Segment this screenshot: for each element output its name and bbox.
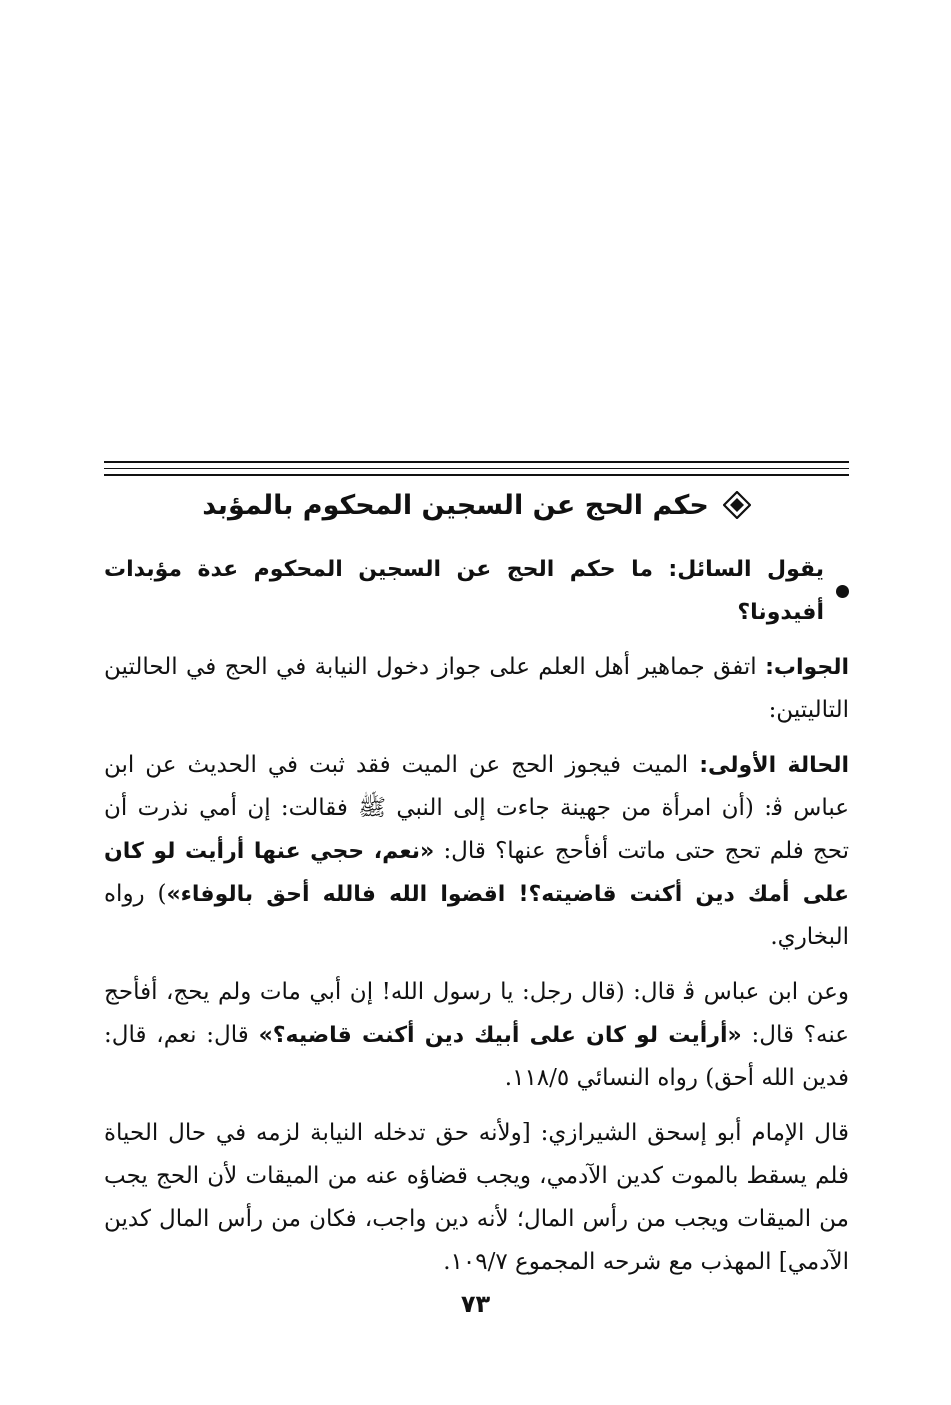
shirazi-paragraph bbox=[104, 1112, 849, 1284]
section-title bbox=[104, 480, 849, 530]
article-body bbox=[104, 548, 849, 1296]
header-rule-top bbox=[104, 461, 849, 463]
shirazi-text: قال الإمام أبو إسحق الشيرازي: [ولأنه حق تدخله النيابة لزمه في حال الحياة فلم يسقط بالموت كدين الآدمي، ويجب قضاؤه عنه من الميقات لأن الحج يجب من الميقات ويجب من رأس المال؛ لأنه دين واجب، فكان من رأس المال كدين الآدمي] المهذب مع شرحه المجموع ١٠٩/٧. bbox=[104, 1120, 849, 1275]
answer-label: الجواب: bbox=[765, 655, 849, 680]
answer-paragraph bbox=[104, 646, 849, 732]
question-label: يقول السائل: bbox=[668, 557, 824, 582]
case-one-text: الميت فيجوز الحج عن الميت فقد ثبت في الحديث عن ابن عباس ﭬ: (أن امرأة من جهينة جاءت إلى النبي ﷺ فقالت: إن أمي نذرت أن تحج فلم تحج حتى ماتت أفأحج عنها؟ قال: bbox=[104, 752, 850, 864]
question-body: ما حكم الحج عن السجين المحكوم عدة مؤبدات أفيدونا؟ bbox=[104, 557, 824, 625]
diamond-bullet-icon bbox=[723, 491, 751, 519]
header-rule-bottom bbox=[104, 474, 849, 476]
case-one-source: ) رواه البخاري. bbox=[104, 881, 849, 950]
hadith-two-paragraph bbox=[104, 971, 849, 1100]
question-line bbox=[104, 548, 849, 634]
case-one-label: الحالة الأولى: bbox=[699, 753, 850, 778]
header-rule-middle bbox=[104, 468, 849, 469]
bullet-dot-icon bbox=[836, 585, 849, 598]
page-number: ٧٣ bbox=[460, 1290, 491, 1318]
section-title-text: حكم الحج عن السجين المحكوم بالمؤبد bbox=[202, 489, 709, 521]
case-one-quote: «نعم، حجي عنها أرأيت لو كان على أمك دين أكنت قاضيته؟! اقضوا الله فالله أحق بالوفاء» bbox=[104, 839, 849, 907]
header-rules bbox=[104, 461, 849, 476]
question-text bbox=[104, 548, 824, 634]
case-one-paragraph bbox=[104, 744, 849, 959]
answer-text: اتفق جماهير أهل العلم على جواز دخول النيابة في الحج في الحالتين التاليتين: bbox=[104, 654, 849, 723]
hadith-two-source: قال: نعم، قال: فدين الله أحق) رواه النسائي ١١٨/٥. bbox=[104, 1022, 849, 1091]
hadith-two-text: وعن ابن عباس ﭬ قال: (قال رجل: يا رسول الله! إن أبي مات ولم يحج، أفأحج عنه؟ قال: bbox=[104, 979, 850, 1048]
hadith-two-quote: «أرأيت لو كان على أبيك دين أكنت قاضيه؟» bbox=[258, 1023, 742, 1048]
